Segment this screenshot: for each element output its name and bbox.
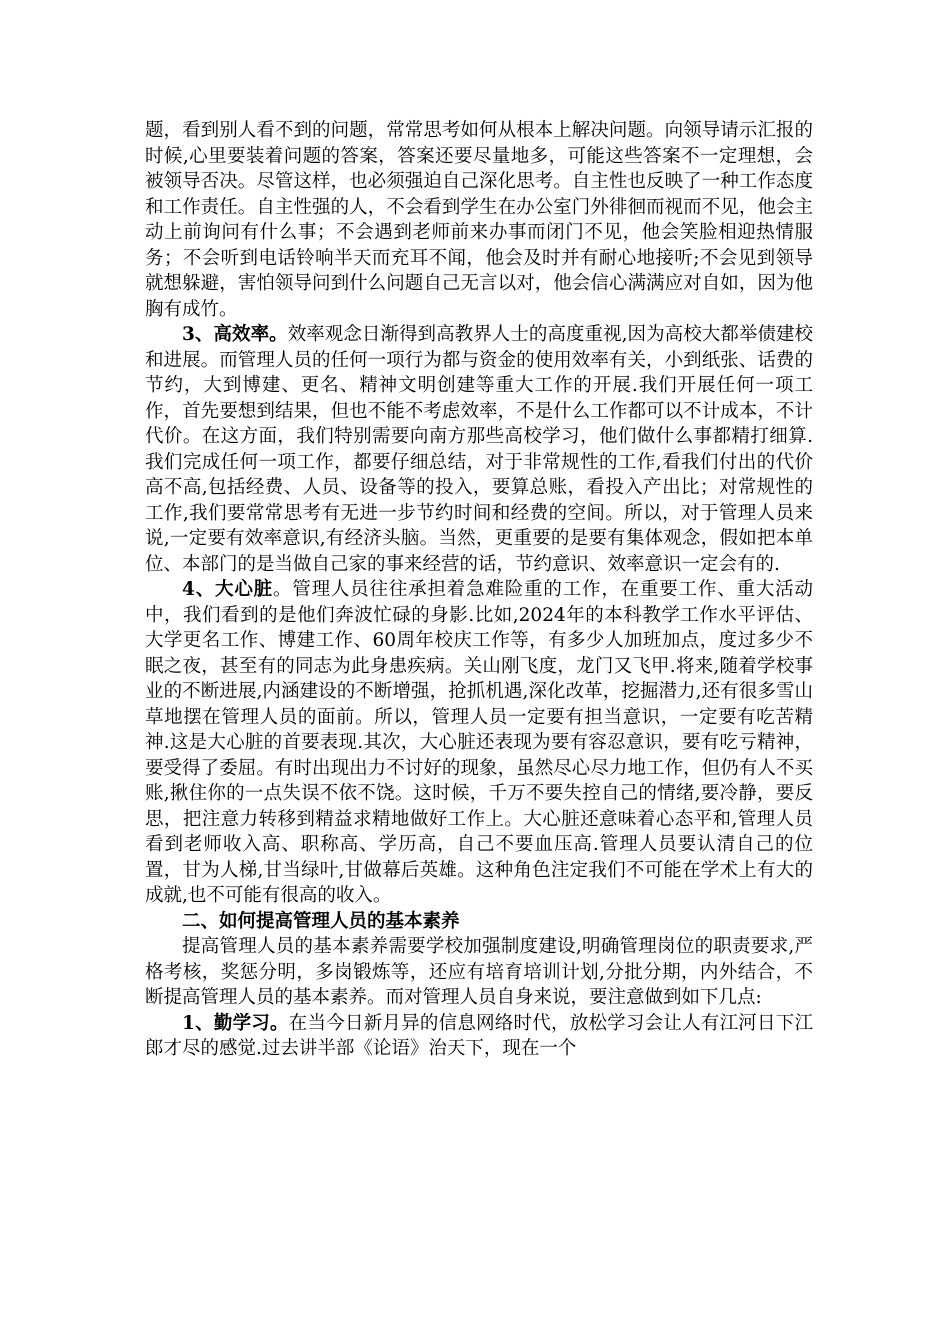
document-page	[145, 118, 813, 1062]
paragraph-text: 效率观念日渐得到高教界人士的高度重视,因为高校大都举债建校和进展。而管理人员的任何一项行为都与资金的使用效率有关，小到纸张、话费的节约，大到博建、更名、精神文明创建等重大工作的开展.我们开展任何一项工作，首先要想到结果，但也不能不考虑效率，不是什么工作都可以不计成本，不计代价。在这方面，我们特别需要向南方那些高校学习，他们做什么事都精打细算.我们完成任何一项工作，都要仔细总结，对于非常规性的工作,看我们付出的代价高不高,包括经费、人员、设备等的投入，要算总账，看投入产出比；对常规性的工作,我们要常常思考有无进一步节约时间和经费的空间。所以，对于管理人员来说,一定要有效率意识,有经济头脑。当然，更重要的是要有集体观念，假如把本单位、本部门的是当做自己家的事来经营的话，节约意识、效率意识一定会有的.	[145, 324, 813, 575]
paragraph-efficiency	[145, 322, 813, 577]
paragraph-diligent-study	[145, 1011, 813, 1062]
paragraph-section-intro: 提高管理人员的基本素养需要学校加强制度建设,明确管理岗位的职责要求,严格考核，奖惩分明，多岗锻炼等，还应有培育培训计划,分批分期，内外结合，不断提高管理人员的基本素养。而对管理人员自身来说，要注意做到如下几点:	[145, 936, 813, 1008]
paragraph-big-heart	[145, 577, 813, 909]
paragraph-text: 在当今日新月异的信息网络时代，放松学习会让人有江河日下江郎才尽的感觉.过去讲半部《论语》治天下，现在一个	[145, 1012, 813, 1059]
paragraph-lead: 1、勤学习。	[182, 1012, 289, 1034]
paragraph-lead: 4、大心脏	[182, 579, 273, 600]
paragraph-text: 。管理人员往往承担着急难险重的工作，在重要工作、重大活动中，我们看到的是他们奔波忙碌的身影.比如,2024年的本科教学工作水平评估、大学更名工作、博建工作、60周年校庆工作等，有多少人加班加点，度过多少不眠之夜，甚至有的同志为此身患疾病。关山刚飞度，龙门又飞甲.将来,随着学校事业的不断进展,内涵建设的不断增强，抢抓机遇,深化改革，挖掘潜力,还有很多雪山草地摆在管理人员的面前。所以，管理人员一定要有担当意识，一定要有吃苦精神.这是大心脏的首要表现.其次，大心脏还表现为要有容忍意识，要有吃亏精神，要受得了委屈。有时出现出力不讨好的现象，虽然尽心尽力地工作，但仍有人不买账,揪住你的一点失误不依不饶。这时候，千万不要失控自己的情绪,要冷静，要反思，把注意力转移到精益求精地做好工作上。大心脏还意味着心态平和,管理人员看到老师收入高、职称高、学历高，自己不要血压高.管理人员要认清自己的位置，甘为人梯,甘当绿叶,甘做幕后英雄。这种角色注定我们不可能在学术上有大的成就,也不可能有很高的收入。	[145, 579, 813, 906]
paragraph-lead: 3、高效率。	[182, 324, 288, 345]
paragraph-autonomy	[145, 118, 813, 322]
paragraph-text: 题，看到别人看不到的问题，常常思考如何从根本上解决问题。向领导请示汇报的时候,心里要装着问题的答案，答案还要尽量地多，可能这些答案不一定理想，会被领导否决。尽管这样，也必须强迫自己深化思考。自主性也反映了一种工作态度和工作责任。自主性强的人，不会看到学生在办公室门外徘徊而视而不见，他会主动上前询问有什么事；不会遇到老师前来办事而闭门不见，他会笑脸相迎热情服务；不会听到电话铃响半天而充耳不闻，他会及时并有耐心地接听;不会见到领导就想躲避，害怕领导问到什么问题自己无言以对，他会信心满满应对自如，因为他胸有成竹。	[145, 120, 813, 320]
section-heading: 二、如何提高管理人员的基本素养	[182, 910, 460, 932]
